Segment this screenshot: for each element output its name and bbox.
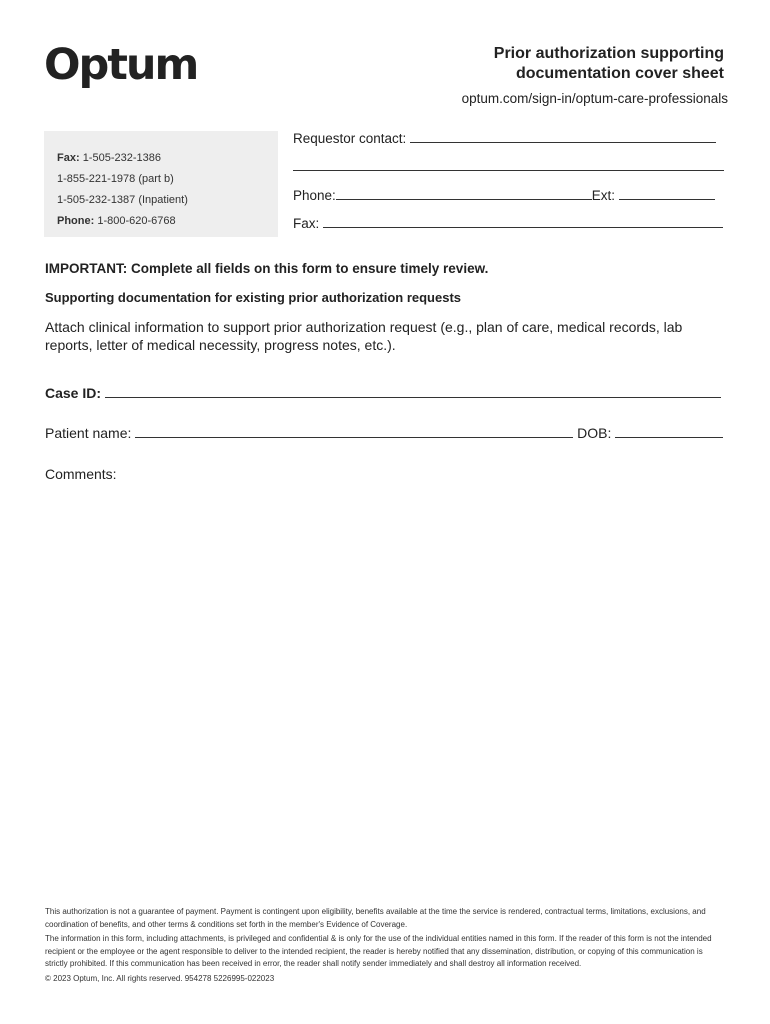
fax-number: 1-505-232-1386 bbox=[82, 152, 161, 164]
requestor-contact-label: Requestor contact: bbox=[293, 131, 407, 146]
requestor-contact-row bbox=[293, 130, 716, 146]
phone-number: 1-800-620-6768 bbox=[97, 215, 176, 227]
attach-instructions: Attach clinical information to support prior authorization request (e.g., plan of care, medical records, lab reports, letter of medical necessity, progress notes, etc.). bbox=[45, 319, 683, 353]
form-title bbox=[494, 44, 724, 84]
requestor-ext-field[interactable] bbox=[619, 187, 715, 200]
form-title-line1: Prior authorization supporting bbox=[493, 45, 724, 62]
footer-copyright: © 2023 Optum, Inc. All rights reserved. 954278 5226995-022023 bbox=[45, 973, 275, 983]
inpatient-fax: 1-505-232-1387 (Inpatient) bbox=[57, 194, 188, 206]
section-heading: Supporting documentation for existing prior authorization requests bbox=[45, 290, 462, 305]
requestor-ext-label: Ext: bbox=[591, 188, 616, 203]
case-id-row bbox=[45, 385, 721, 401]
footer-confidentiality: The information in this form, including attachments, is privileged and confidential & is only for the use of the individual entities named in this form. If the reader of this form is not the intended recipient or the employee or the agent responsible to deliver to the intended recipient, the reader is hereby notified that any dissemination, distribution, or copying of this communication is strictly prohibited. If this communication has been received in error, the reader shall notify sender immediately and shall destroy all information received. bbox=[45, 934, 712, 968]
requestor-fax-label: Fax: bbox=[293, 216, 320, 231]
fax-line bbox=[57, 151, 278, 172]
requestor-phone-field[interactable] bbox=[336, 187, 592, 200]
footer-disclaimer: This authorization is not a guarantee of payment. Payment is contingent upon eligibility, benefits available at the time the service is rendered, contractual terms, limitations, exclusions, and coordination of benefits, and other terms & conditions set forth in the member's Evidence of Coverage. bbox=[45, 907, 706, 929]
website-url[interactable]: optum.com/sign-in/optum-care-professionals bbox=[461, 91, 728, 106]
case-id-field[interactable] bbox=[105, 385, 721, 398]
requestor-phone-row bbox=[293, 187, 715, 203]
dob-label: DOB: bbox=[577, 425, 612, 441]
comments-area[interactable] bbox=[45, 488, 725, 888]
requestor-contact-field-line2[interactable] bbox=[293, 158, 724, 171]
optum-logo: Optum bbox=[44, 40, 198, 90]
requestor-fax-field[interactable] bbox=[323, 215, 723, 228]
requestor-fax-row bbox=[293, 215, 723, 231]
part-b-fax: 1-855-221-1978 (part b) bbox=[57, 173, 174, 185]
patient-name-field[interactable] bbox=[135, 425, 573, 438]
important-notice: IMPORTANT: Complete all fields on this form to ensure timely review. bbox=[45, 261, 489, 276]
requestor-contact-field[interactable] bbox=[410, 130, 716, 143]
form-title-line2: documentation cover sheet bbox=[515, 65, 724, 82]
fax-label: Fax: bbox=[57, 152, 80, 164]
contact-info-box bbox=[44, 131, 278, 237]
dob-field[interactable] bbox=[615, 425, 723, 438]
patient-row bbox=[45, 425, 723, 441]
phone-label: Phone: bbox=[57, 215, 95, 227]
comments-label: Comments: bbox=[45, 466, 117, 482]
requestor-phone-label: Phone: bbox=[293, 188, 336, 203]
phone-line bbox=[57, 214, 278, 235]
footer bbox=[45, 906, 725, 987]
patient-name-label: Patient name: bbox=[45, 425, 132, 441]
case-id-label: Case ID: bbox=[45, 385, 102, 401]
requestor-contact-row2 bbox=[293, 158, 724, 174]
